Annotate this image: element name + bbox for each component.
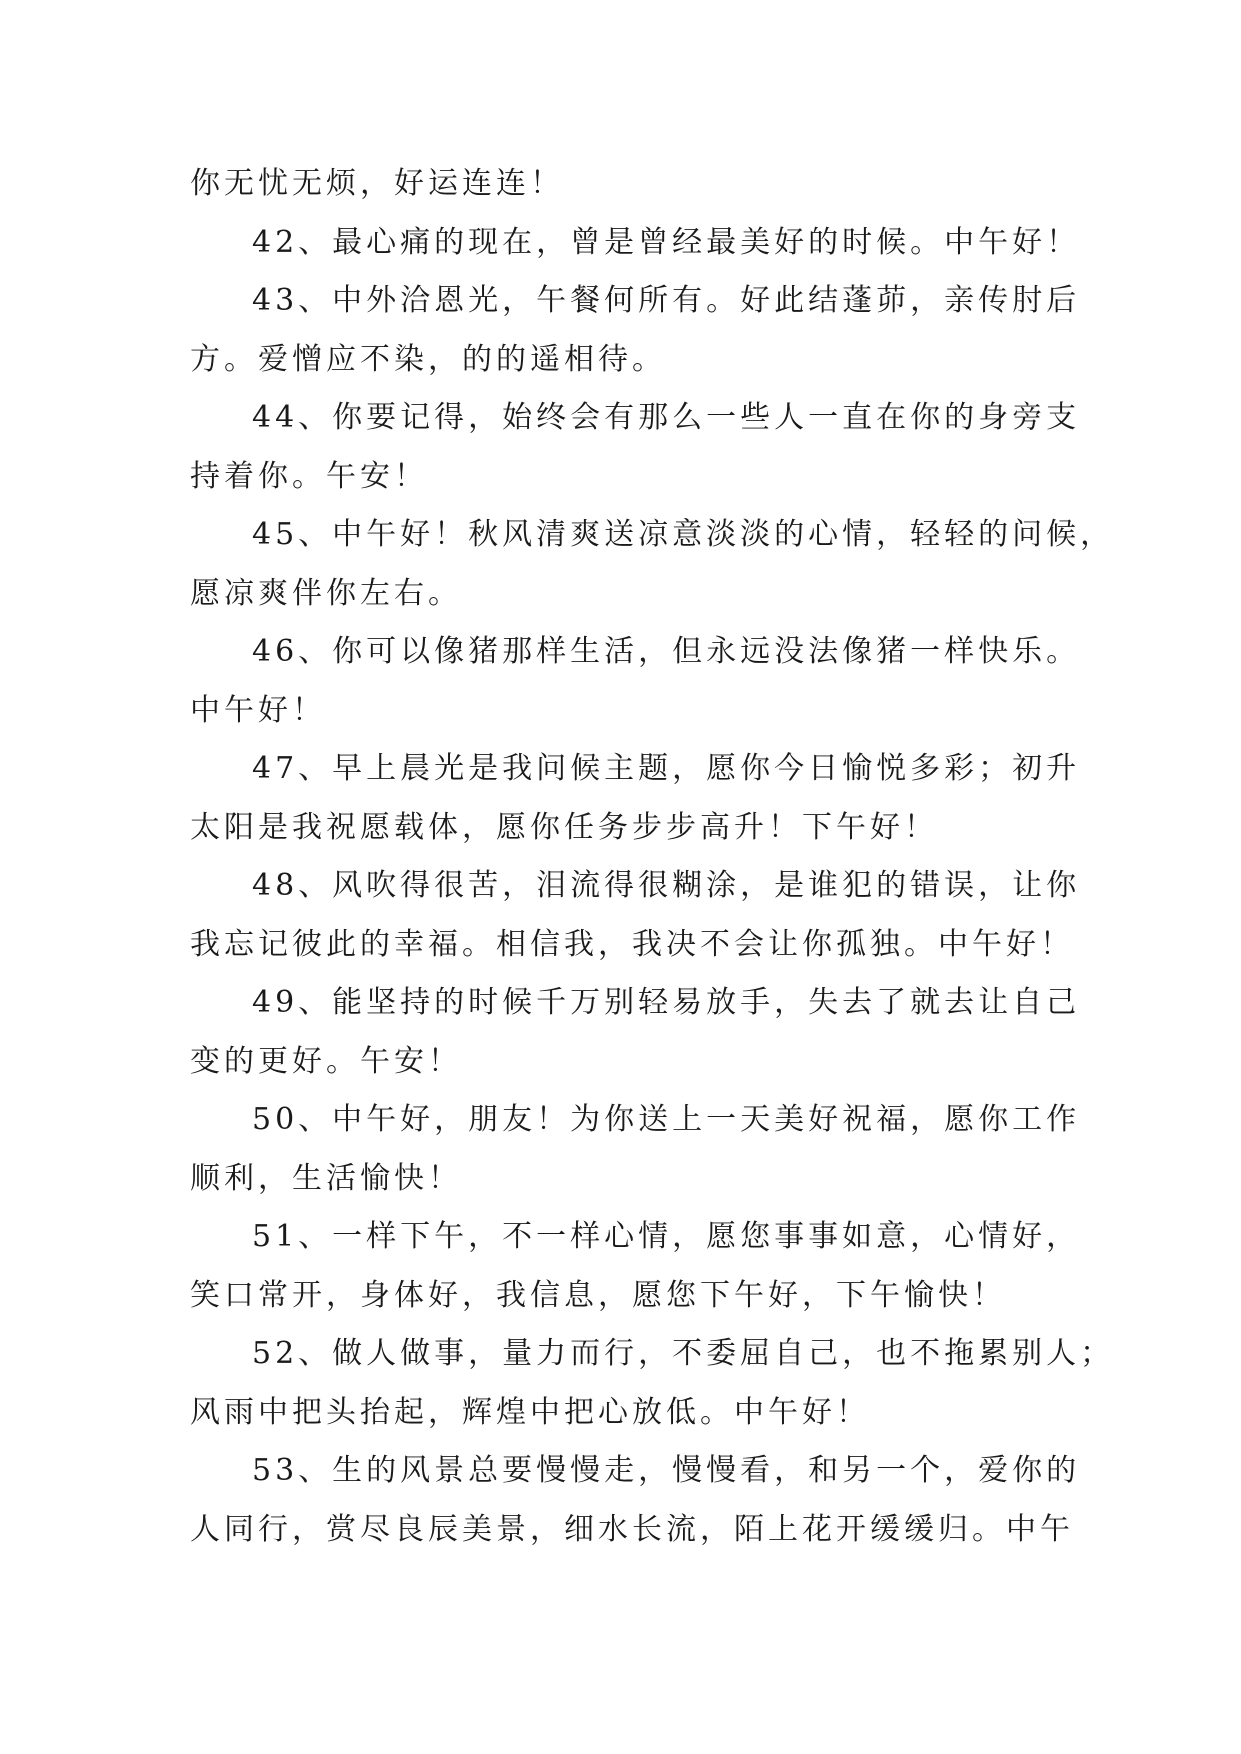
text-line: 44、你要记得，始终会有那么一些人一直在你的身旁支 [252, 400, 1081, 435]
text-line: 愿凉爽伴你左右。 [190, 575, 462, 611]
text-line: 持着你。午安！ [190, 458, 428, 494]
text-line: 你无忧无烦，好运连连！ [190, 166, 564, 201]
text-line: 顺利，生活愉快！ [190, 1160, 462, 1196]
text-line: 人同行，赏尽良辰美景，细水长流，陌上花开缓缓归。中午 [190, 1511, 1074, 1547]
document-body [190, 155, 1115, 1559]
text-line: 49、能坚持的时候千万别轻易放手，失去了就去让自己 [252, 985, 1081, 1020]
text-line: 50、中午好，朋友！为你送上一天美好祝福，愿你工作 [252, 1102, 1081, 1137]
text-line: 风雨中把头抬起，辉煌中把心放低。中午好！ [190, 1394, 870, 1430]
text-line: 45、中午好！秋风清爽送凉意淡淡的心情，轻轻的问候， [252, 517, 1115, 552]
text-line: 变的更好。午安！ [190, 1043, 462, 1079]
text-line: 笑口常开，身体好，我信息，愿您下午好，下午愉快！ [190, 1277, 1006, 1313]
text-line: 中午好！ [190, 692, 326, 728]
text-line: 太阳是我祝愿载体，愿你任务步步高升！下午好！ [190, 809, 938, 845]
text-line: 51、一样下午，不一样心情，愿您事事如意，心情好， [252, 1219, 1081, 1254]
text-line: 52、做人做事，量力而行，不委屈自己，也不拖累别人； [252, 1336, 1115, 1371]
text-line: 53、生的风景总要慢慢走，慢慢看，和另一个，爱你的 [252, 1453, 1081, 1488]
text-line: 48、风吹得很苦，泪流得很糊涂，是谁犯的错误，让你 [252, 868, 1081, 903]
text-line: 我忘记彼此的幸福。相信我，我决不会让你孤独。中午好！ [190, 926, 1074, 962]
text-line: 47、早上晨光是我问候主题，愿你今日愉悦多彩；初升 [252, 751, 1081, 786]
text-line: 42、最心痛的现在，曾是曾经最美好的时候。中午好！ [252, 224, 1081, 260]
text-line: 方。爱憎应不染，的的遥相待。 [190, 341, 666, 377]
text-line: 43、中外洽恩光，午餐何所有。好此结蓬茆，亲传肘后 [252, 283, 1081, 318]
text-line: 46、你可以像猪那样生活，但永远没法像猪一样快乐。 [252, 634, 1081, 669]
